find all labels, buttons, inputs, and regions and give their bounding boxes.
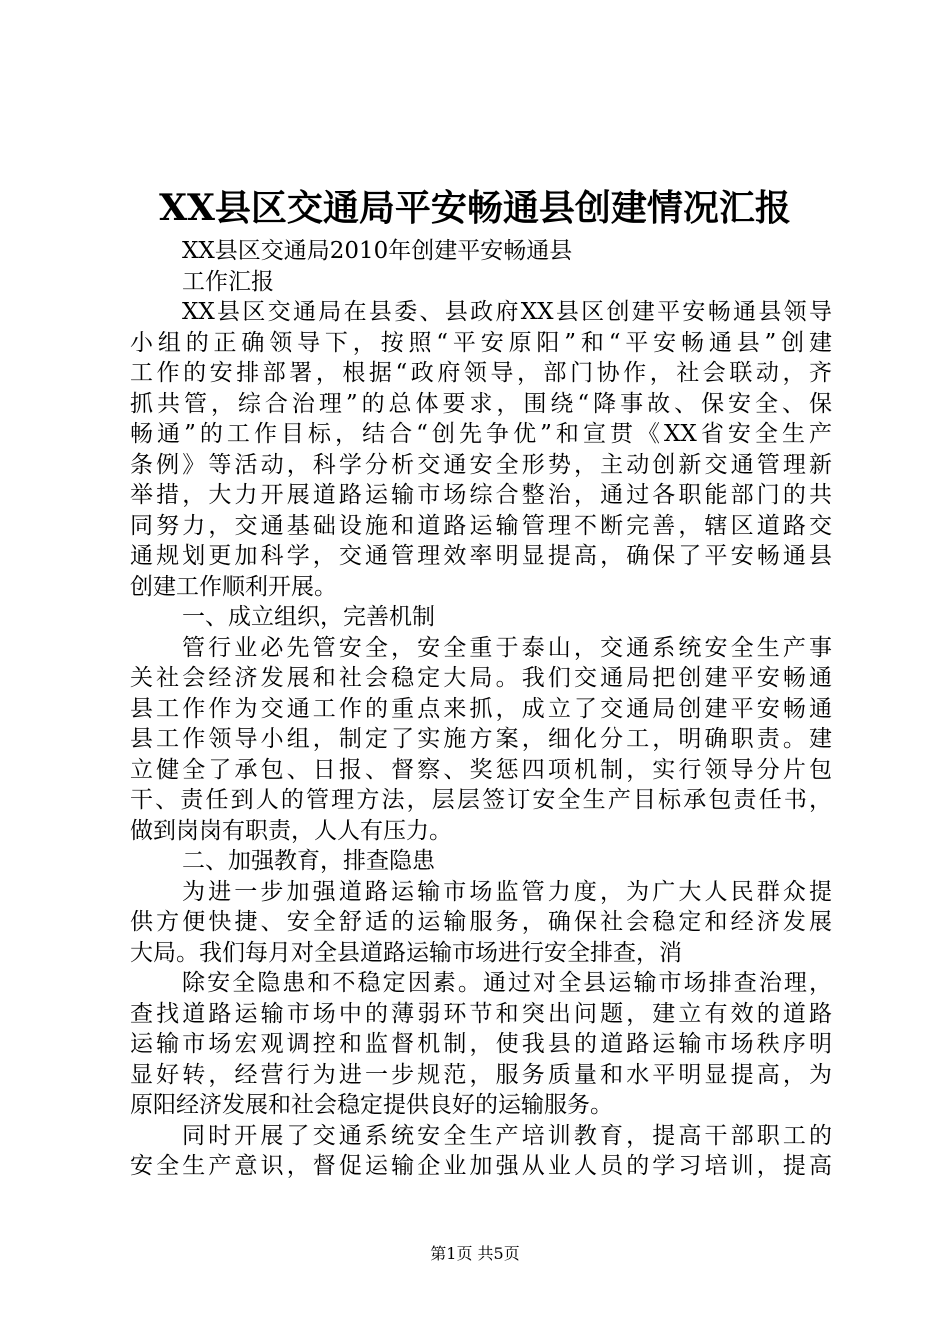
text-line: 安全生产意识，督促运输企业加强从业人员的学习培训，提高 <box>130 1153 832 1179</box>
text-line: 做到岗岗有职责，人人有压力。 <box>130 817 452 844</box>
text-line: 创建工作顺利开展。 <box>130 573 337 600</box>
text-line: 二、加强教育，排查隐患 <box>182 848 435 874</box>
text-line: 为进一步加强道路运输市场监管力度，为广大人民群众提 <box>182 878 832 905</box>
text-line: 工作汇报 <box>182 268 274 295</box>
text-line: 大局。我们每月对全县道路运输市场进行安全排查，消 <box>130 939 682 966</box>
text-line: 一、成立组织，完善机制 <box>182 604 435 630</box>
text-line: 同努力，交通基础设施和道路运输管理不断完善，辖区道路交 <box>130 512 832 539</box>
text-line: 原阳经济发展和社会稳定提供良好的运输服务。 <box>130 1092 613 1118</box>
text-line: 运输市场宏观调控和监督机制，使我县的道路运输市场秩序明 <box>130 1031 832 1057</box>
text-line: 同时开展了交通系统安全生产培训教育，提高干部职工的 <box>182 1122 832 1149</box>
text-line: 关社会经济发展和社会稳定大局。我们交通局把创建平安畅通 <box>130 665 832 691</box>
text-line: 干、责任到人的管理方法，层层签订安全生产目标承包责任书， <box>130 787 832 813</box>
text-line: XX县区交通局在县委、县政府XX县区创建平安畅通县领导 <box>182 299 832 325</box>
text-line: 县工作作为交通工作的重点来抓，成立了交通局创建平安畅通 <box>130 695 832 722</box>
text-line: 举措，大力开展道路运输市场综合整治，通过各职能部门的共 <box>130 482 832 508</box>
page-footer: 第1页 共5页 <box>430 1244 520 1263</box>
text-line: 畅通”的工作目标，结合“创先争优”和宣贯《XX省安全生产 <box>130 421 832 447</box>
text-line: 供方便快捷、安全舒适的运输服务，确保社会稳定和经济发展 <box>130 909 832 935</box>
text-line: 查找道路运输市场中的薄弱环节和突出问题，建立有效的道路 <box>130 1000 832 1027</box>
text-line: 管行业必先管安全，安全重于泰山，交通系统安全生产事 <box>182 634 832 661</box>
document-body <box>130 236 832 1182</box>
text-line: 通规划更加科学，交通管理效率明显提高，确保了平安畅通县 <box>130 543 832 569</box>
text-line: 立健全了承包、日报、督察、奖惩四项机制，实行领导分片包 <box>130 756 832 783</box>
text-line: 显好转，经营行为进一步规范，服务质量和水平明显提高，为 <box>130 1061 832 1088</box>
text-line: 县工作领导小组，制定了实施方案，细化分工，明确职责。建 <box>130 726 832 752</box>
text-line: 小组的正确领导下，按照“平安原阳”和“平安畅通县”创建 <box>130 329 832 356</box>
text-line: XX县区交通局2010年创建平安畅通县 <box>182 238 573 264</box>
text-line: 除安全隐患和不稳定因素。通过对全县运输市场排查治理， <box>182 970 832 996</box>
document-title: XX县区交通局平安畅通县创建情况汇报 <box>159 187 791 229</box>
text-line: 条例》等活动，科学分析交通安全形势，主动创新交通管理新 <box>130 451 832 478</box>
text-line: 抓共管，综合治理”的总体要求，围绕“降事故、保安全、保 <box>130 390 832 417</box>
text-line: 工作的安排部署，根据“政府领导，部门协作，社会联动，齐 <box>130 360 832 386</box>
